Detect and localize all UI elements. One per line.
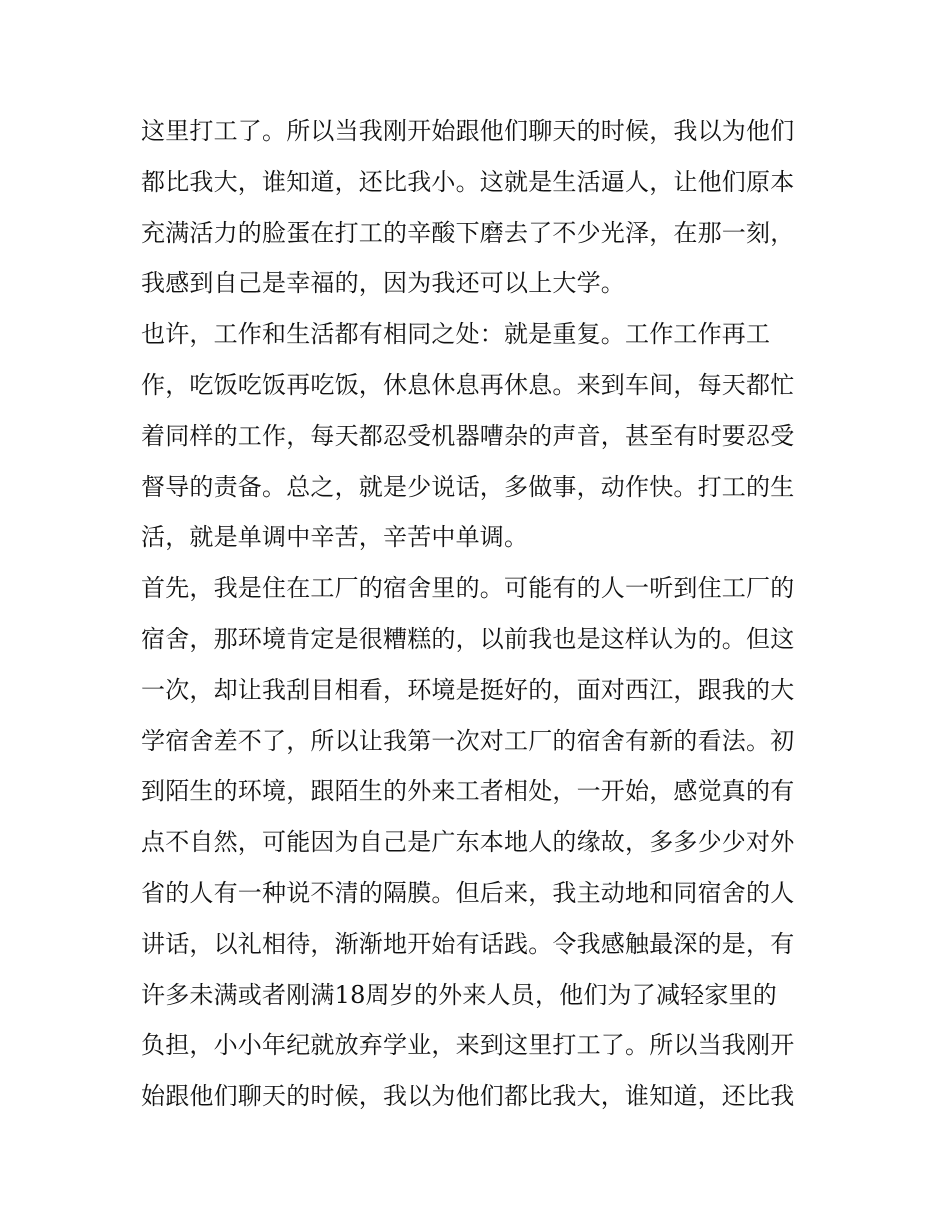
text-line: 首先，我是住在工厂的宿舍里的。可能有的人一听到住工厂的 bbox=[141, 574, 795, 603]
text-line: 充满活力的脸蛋在打工的辛酸下磨去了不少光泽，在那一刻， bbox=[141, 218, 795, 247]
body-text bbox=[141, 106, 821, 1122]
text-line: 也许，工作和生活都有相同之处：就是重复。工作工作再工 bbox=[141, 320, 771, 349]
text-line: 点不自然，可能因为自己是广东本地人的缘故，多多少少对外 bbox=[141, 828, 795, 857]
text-line: 省的人有一种说不清的隔膜。但后来，我主动地和同宿舍的人 bbox=[141, 878, 795, 907]
paragraph-3 bbox=[141, 563, 821, 1122]
text-line: 都比我大，谁知道，还比我小。这就是生活逼人，让他们原本 bbox=[141, 167, 795, 196]
text-line: 到陌生的环境，跟陌生的外来工者相处，一开始，感觉真的有 bbox=[141, 777, 795, 806]
text-line: 学宿舍差不了，所以让我第一次对工厂的宿舍有新的看法。初 bbox=[141, 726, 795, 755]
text-line: 一次，却让我刮目相看，环境是挺好的，面对西江，跟我的大 bbox=[141, 675, 795, 704]
text-line: 讲话，以礼相待，渐渐地开始有话践。令我感触最深的是，有 bbox=[141, 929, 795, 958]
text-line: 督导的责备。总之，就是少说话，多做事，动作快。打工的生 bbox=[141, 472, 795, 501]
text-line: 活，就是单调中辛苦，辛苦中单调。 bbox=[141, 523, 529, 552]
text-line: 着同样的工作，每天都忍受机器嘈杂的声音，甚至有时要忍受 bbox=[141, 421, 795, 450]
text-line: 我感到自己是幸福的，因为我还可以上大学。 bbox=[141, 269, 625, 298]
text-line: 负担，小小年纪就放弃学业，来到这里打工了。所以当我刚开 bbox=[141, 1031, 795, 1060]
text-line: 宿舍，那环境肯定是很糟糕的，以前我也是这样认为的。但这 bbox=[141, 624, 795, 653]
text-line: 作，吃饭吃饭再吃饭，休息休息再休息。来到车间，每天都忙 bbox=[141, 370, 795, 399]
text-line: 始跟他们聊天的时候，我以为他们都比我大，谁知道，还比我 bbox=[141, 1082, 795, 1111]
text-line: 许多未满或者刚满18周岁的外来人员，他们为了减轻家里的 bbox=[141, 980, 777, 1009]
text-line: 这里打工了。所以当我刚开始跟他们聊天的时候，我以为他们 bbox=[141, 117, 795, 145]
paragraph-1 bbox=[141, 106, 821, 309]
paragraph-2 bbox=[141, 309, 821, 563]
